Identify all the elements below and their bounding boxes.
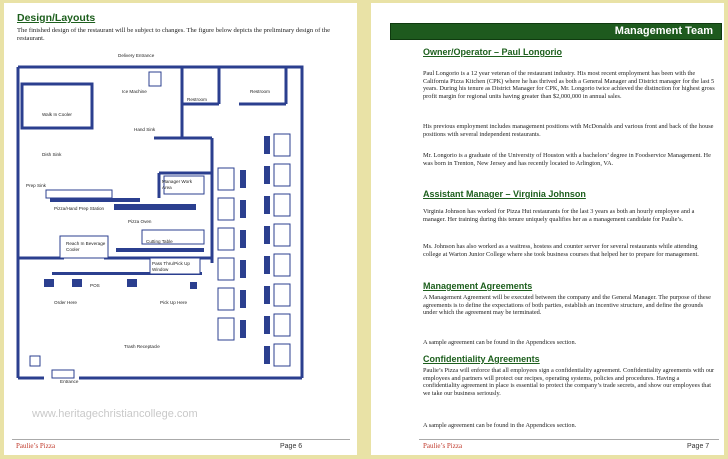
page-title: Design/Layouts <box>17 12 96 24</box>
label-manager-work-area: Manager Work Area <box>162 179 193 190</box>
trash-can <box>30 356 40 366</box>
right-page <box>371 3 724 455</box>
chairs <box>264 136 270 154</box>
section-banner <box>390 23 722 40</box>
label-pick-up-here: Pick Up Here <box>160 300 188 305</box>
label-walk-in-cooler: Walk In Cooler <box>42 112 72 117</box>
chairs <box>240 200 246 218</box>
section-heading-confidentiality: Confidentiality Agreements <box>423 354 540 364</box>
chairs <box>264 346 270 364</box>
footer-page-number: Page 6 <box>280 443 303 450</box>
oven-block <box>114 204 196 210</box>
chairs <box>264 256 270 274</box>
pos-terminal <box>127 279 137 287</box>
label-restroom: Restroom <box>250 89 270 94</box>
booth <box>218 258 234 280</box>
chairs <box>264 286 270 304</box>
label-hand-sink: Hand Sink <box>134 127 156 132</box>
cutting-table-line <box>116 248 204 252</box>
booth <box>218 198 234 220</box>
booth <box>218 228 234 250</box>
label-delivery-entrance: Delivery Entrance <box>118 53 155 58</box>
footer-page-number: Page 7 <box>687 443 710 450</box>
chairs <box>264 166 270 184</box>
pos-terminal <box>72 279 82 287</box>
section-heading-management-agreements: Management Agreements <box>423 281 533 291</box>
footer-rule <box>419 439 719 440</box>
prep-counter <box>50 198 140 202</box>
label-reach-in-cooler: Reach In Beverage Cooler <box>66 241 106 252</box>
label-cutting-table: Cutting Table <box>146 239 173 244</box>
chairs <box>240 320 246 338</box>
ice-machine-box <box>149 72 161 86</box>
booth <box>274 134 290 156</box>
watermark: www.heritagechristiancollege.com <box>32 408 198 420</box>
chairs <box>240 170 246 188</box>
booth <box>274 224 290 246</box>
intro-text: The finished design of the restaurant will be subject to changes. The figure below depicts the preliminary design of the restaurant. <box>17 27 330 42</box>
paragraph: Paul Longorio is a 12 year veteran of the restaurant industry. His most recent employment has been with the California Pizza Kitchen (CPK) where he has thrived as both a General Manager and District manager for the last 5 years. During his tenure as District Manager for CPK, Mr. Longorio twice achieved the distinction for highest gross profit margin for regional units having greater than $2,000,000 in annual sales. <box>423 70 715 101</box>
footer-company: Paulie’s Pizza <box>423 442 463 450</box>
paragraph: Virginia Johnson has worked for Pizza Hut restaurants for the last 3 years as both an hourly employee and a manager. Her training during this tenure uniquely qualifies her as a management candidate for Paulie’s. <box>423 208 695 223</box>
paragraph: A sample agreement can be found in the Appendices section. <box>423 339 577 346</box>
footer-rule <box>12 439 350 440</box>
section-heading-owner: Owner/Operator – Paul Longorio <box>423 47 563 57</box>
label-order-here: Order Here <box>54 300 77 305</box>
label-pizza-oven: Pizza Oven <box>128 219 152 224</box>
pizza-prep-station <box>46 190 112 198</box>
booth <box>274 194 290 216</box>
label-prep-sink: Prep Sink <box>26 183 46 188</box>
paragraph: Paulie’s Pizza will enforce that all employees sign a confidentiality agreement. Confidentiality agreements with our employees and partners will protect our recipes, operating systems, policies and procedures. Having a confidentiality agreement in place is essential to protect the company’s trade secrets, and show our employees that we take our business seriously. <box>423 367 715 398</box>
booth <box>274 284 290 306</box>
label-restroom: Restroom <box>187 97 207 102</box>
pos-terminal <box>44 279 54 287</box>
entrance-mat <box>52 370 74 378</box>
booth <box>218 168 234 190</box>
chairs <box>264 226 270 244</box>
label-dish-sink: Dish Sink <box>42 152 62 157</box>
label-entrance: Entrance <box>60 379 79 384</box>
label-pos: POS <box>90 283 100 288</box>
label-ice-machine: Ice Machine <box>122 89 147 94</box>
label-pass-thru-window: Pass Thru/Pick Up Window <box>152 261 190 272</box>
banner-title: Management Team <box>614 25 713 37</box>
paragraph: Mr. Longorio is a graduate of the University of Houston with a bachelors’ degree in Foodservice Management. He was born in Trenton, New Jersey and has recently located to Arlington, VA. <box>423 152 711 167</box>
label-pizza-prep-station: Pizza/Hand Prep Station <box>54 206 105 211</box>
chairs <box>264 316 270 334</box>
paragraph: A sample agreement can be found in the Appendices section. <box>423 422 577 429</box>
chairs <box>240 260 246 278</box>
chairs <box>240 230 246 248</box>
booth <box>274 344 290 366</box>
paragraph: A Management Agreement will be executed between the company and the General Manager. The purpose of these agreements is to define the expectations of both parties, establish an incentive structure, and define the grounds under which the agreement may be terminated. <box>423 294 711 317</box>
left-page <box>4 3 357 455</box>
floor-plan <box>4 58 357 398</box>
booth <box>274 254 290 276</box>
paragraph: Ms. Johnson has also worked as a waitress, hostess and counter server for several restaurants while attending college at Warton Junior College where she took business courses that helped her to prepare for management. <box>423 243 699 258</box>
trash-receptacle <box>190 282 197 289</box>
booth <box>218 318 234 340</box>
walk-in-cooler-wall <box>22 84 92 128</box>
paragraph: His previous employment includes management positions with McDonalds and various front and back of the house positions with several independent restaurants. <box>423 123 714 138</box>
footer-company: Paulie’s Pizza <box>16 442 56 450</box>
booth <box>274 314 290 336</box>
booth <box>274 164 290 186</box>
label-trash-receptacle: Trash Receptacle <box>124 344 160 349</box>
chairs <box>240 290 246 308</box>
booth <box>218 288 234 310</box>
chairs <box>264 196 270 214</box>
section-heading-assistant: Assistant Manager – Virginia Johnson <box>423 189 586 199</box>
